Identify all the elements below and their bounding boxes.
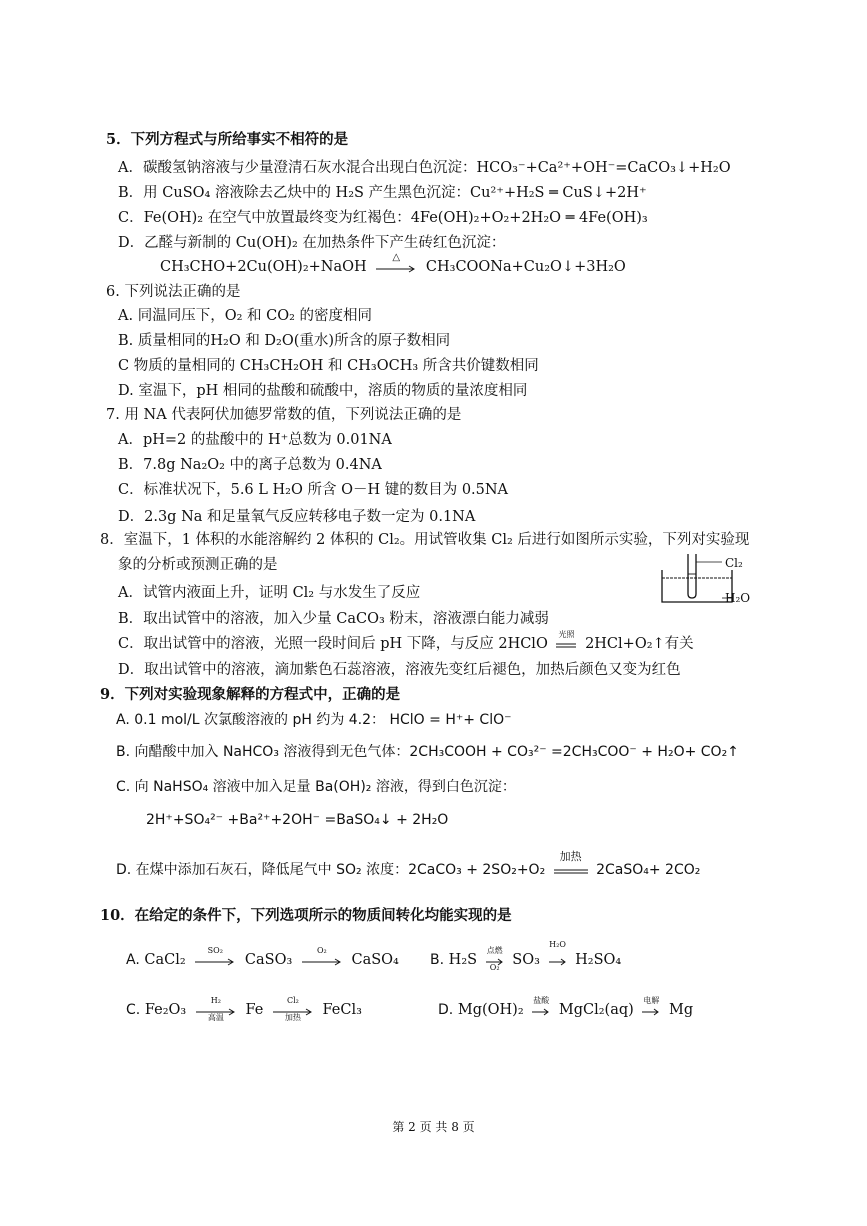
q9-option-b: B. 向醋酸中加入 NaHCO₃ 溶液得到无色气体：2CH₃COOH + CO₃²⁻ =2CH₃COO⁻ + H₂O+ CO₂↑: [116, 744, 739, 760]
q8-c-right: 2HCl+O₂↑有关: [585, 636, 694, 652]
q6-option-d: D. 室温下，pH 相同的盐酸和硫酸中，溶质的物质的量浓度相同: [118, 383, 528, 399]
heat-condition: [553, 850, 589, 880]
q10-d-arrow-1: [531, 996, 551, 1020]
q8-stem-line1: 8．室温下，1 体积的水能溶解约 2 体积的 Cl₂。用试管收集 Cl₂ 后进行如图所示实验，下列对实验现: [100, 532, 750, 548]
q10-d-arrow-2: [641, 996, 661, 1020]
light-label: 光照: [558, 630, 575, 639]
q6-option-c: C 物质的量相同的 CH₃CH₂OH 和 CH₃OCH₃ 所含共价键数相同: [118, 358, 539, 374]
q10-a-reagent-1: SO₂: [207, 946, 223, 955]
q10-c-condition-2: 加热: [284, 1013, 301, 1022]
figure-label-h2o: H₂O: [725, 591, 751, 605]
q10-b-condition-1: 点燃: [486, 946, 503, 955]
q10-a-label: A.: [126, 952, 140, 968]
q10-c-substance-2: Fe: [245, 1002, 264, 1018]
q6-stem: 6. 下列说法正确的是: [106, 284, 241, 300]
q8-option-a: A．试管内液面上升，证明 Cl₂ 与水发生了反应: [118, 585, 421, 601]
q7-option-b: B．7.8g Na₂O₂ 中的离子总数为 0.4NA: [118, 457, 382, 473]
q10-b-arrow-2: [548, 940, 568, 970]
q10-option-d: [438, 996, 694, 1020]
q10-c-reagent-1: H₂: [210, 996, 221, 1005]
q9-stem: 9．下列对实验现象解释的方程式中，正确的是: [100, 686, 401, 703]
q7-stem: 7. 用 NA 代表阿伏加德罗常数的值，下列说法正确的是: [106, 407, 462, 423]
q10-option-b: [430, 940, 622, 972]
q7-option-a: A．pH=2 的盐酸中的 H⁺总数为 0.01NA: [118, 432, 392, 448]
q7-option-d: D．2.3g Na 和足量氧气反应转移电子数一定为 0.1NA: [118, 509, 476, 525]
q10-a-reagent-2: O₂: [317, 946, 327, 955]
q10-b-substance-1: H₂S: [448, 952, 478, 968]
q8-stem-line2: 象的分析或预测正确的是: [118, 557, 278, 573]
q5-option-d: D．乙醛与新制的 Cu(OH)₂ 在加热条件下产生砖红色沉淀：: [118, 235, 506, 251]
q10-a-arrow-1: [193, 946, 237, 970]
q10-c-substance-3: FeCl₃: [322, 1002, 362, 1018]
q9-option-c: C. 向 NaHSO₄ 溶液中加入足量 Ba(OH)₂ 溶液，得到白色沉淀：: [116, 779, 516, 795]
q10-c-condition-1: 高温: [207, 1013, 224, 1022]
q6-option-b: B. 质量相同的H₂O 和 D₂O(重水)所含的原子数相同: [118, 333, 451, 349]
q9-d-right: 2CaSO₄+ 2CO₂: [596, 862, 701, 878]
q10-b-reagent-1: O₂: [489, 963, 500, 972]
light-condition: [555, 630, 577, 654]
reaction-arrow-icon: [641, 1004, 661, 1016]
q10-a-substance-1: CaCl₂: [144, 952, 186, 968]
reaction-arrow-icon: [300, 954, 344, 966]
q5-d-eq-right: CH₃COONa+Cu₂O↓+3H₂O: [425, 259, 626, 275]
q10-c-reagent-2: Cl₂: [286, 996, 299, 1005]
q10-c-label: C.: [126, 1002, 141, 1018]
q8-option-c: [118, 630, 694, 654]
q10-d-reagent-1: 盐酸: [533, 996, 550, 1005]
q10-d-condition-2: 电解: [643, 996, 660, 1005]
q5-option-d-equation: [160, 252, 626, 277]
q10-stem: 10．在给定的条件下，下列选项所示的物质间转化均能实现的是: [100, 907, 512, 924]
heat-symbol: △: [392, 252, 401, 263]
q10-d-label: D.: [438, 1002, 454, 1018]
reaction-arrow-icon: [374, 261, 418, 273]
q9-option-a: A. 0.1 mol/L 次氯酸溶液的 pH 约为 4.2： HClO = H⁺+ ClO⁻: [116, 712, 512, 728]
q10-option-a: [126, 946, 399, 970]
q5-option-a: A．碳酸氢钠溶液与少量澄清石灰水混合出现白色沉淀：HCO₃⁻+Ca²⁺+OH⁻=CaCO₃↓+H₂O: [118, 160, 731, 176]
reaction-arrow-icon: [548, 954, 568, 966]
q10-c-substance-1: Fe₂O₃: [144, 1002, 187, 1018]
q10-c-arrow-2: [271, 996, 315, 1022]
q8-option-b: B．取出试管中的溶液，加入少量 CaCO₃ 粉末，溶液漂白能力减弱: [118, 611, 549, 627]
q7-option-c: C．标准状况下，5.6 L H₂O 所含 O－H 键的数目为 0.5NA: [118, 482, 509, 498]
figure-label-cl2: Cl₂: [725, 556, 743, 570]
reaction-arrow-icon: [531, 1004, 551, 1016]
page-footer: 第 2 页 共 8 页: [392, 1120, 475, 1134]
reaction-arrow-icon: [193, 954, 237, 966]
equal-arrow-icon: [553, 864, 589, 876]
q10-a-substance-2: CaSO₃: [244, 952, 293, 968]
q10-b-substance-3: H₂SO₄: [575, 952, 622, 968]
q10-d-substance-2: MgCl₂(aq): [558, 1002, 634, 1018]
q5-option-c: C．Fe(OH)₂ 在空气中放置最终变为红褐色：4Fe(OH)₂+O₂+2H₂O ═ 4Fe(OH)₃: [118, 210, 648, 226]
q6-option-a: A. 同温同压下，O₂ 和 CO₂ 的密度相同: [118, 308, 373, 324]
q8-option-d: D．取出试管中的溶液，滴加紫色石蕊溶液，溶液先变红后褪色，加热后颜色又变为红色: [118, 662, 681, 678]
q10-a-arrow-2: [300, 946, 344, 970]
q8-c-left: C．取出试管中的溶液，光照一段时间后 pH 下降，与反应 2HClO: [118, 636, 548, 652]
q10-b-arrow-1: [485, 946, 505, 972]
q10-b-substance-2: SO₃: [512, 952, 540, 968]
q5-d-eq-left: CH₃CHO+2Cu(OH)₂+NaOH: [160, 259, 367, 275]
heat-label: 加热: [559, 850, 582, 863]
q10-d-substance-1: Mg(OH)₂: [457, 1002, 524, 1018]
q9-d-left: D. 在煤中添加石灰石，降低尾气中 SO₂ 浓度：2CaCO₃ + 2SO₂+O₂: [116, 862, 546, 878]
q9-option-c-equation: 2H⁺+SO₄²⁻ +Ba²⁺+2OH⁻ =BaSO₄↓ + 2H₂O: [146, 812, 449, 828]
q9-option-d: [116, 850, 701, 880]
q10-a-substance-3: CaSO₄: [351, 952, 399, 968]
q10-c-arrow-1: [194, 996, 238, 1022]
heat-arrow: [374, 252, 418, 277]
q10-b-reagent-2: H₂O: [549, 940, 566, 949]
equal-arrow-icon: [555, 638, 577, 650]
q10-option-c: [126, 996, 362, 1022]
q5-option-b: B．用 CuSO₄ 溶液除去乙炔中的 H₂S 产生黑色沉淀：Cu²⁺+H₂S ═ CuS↓+2H⁺: [118, 185, 647, 201]
q10-d-substance-3: Mg: [669, 1002, 694, 1018]
q10-b-label: B.: [430, 952, 445, 968]
q5-stem: 5．下列方程式与所给事实不相符的是: [106, 131, 349, 148]
